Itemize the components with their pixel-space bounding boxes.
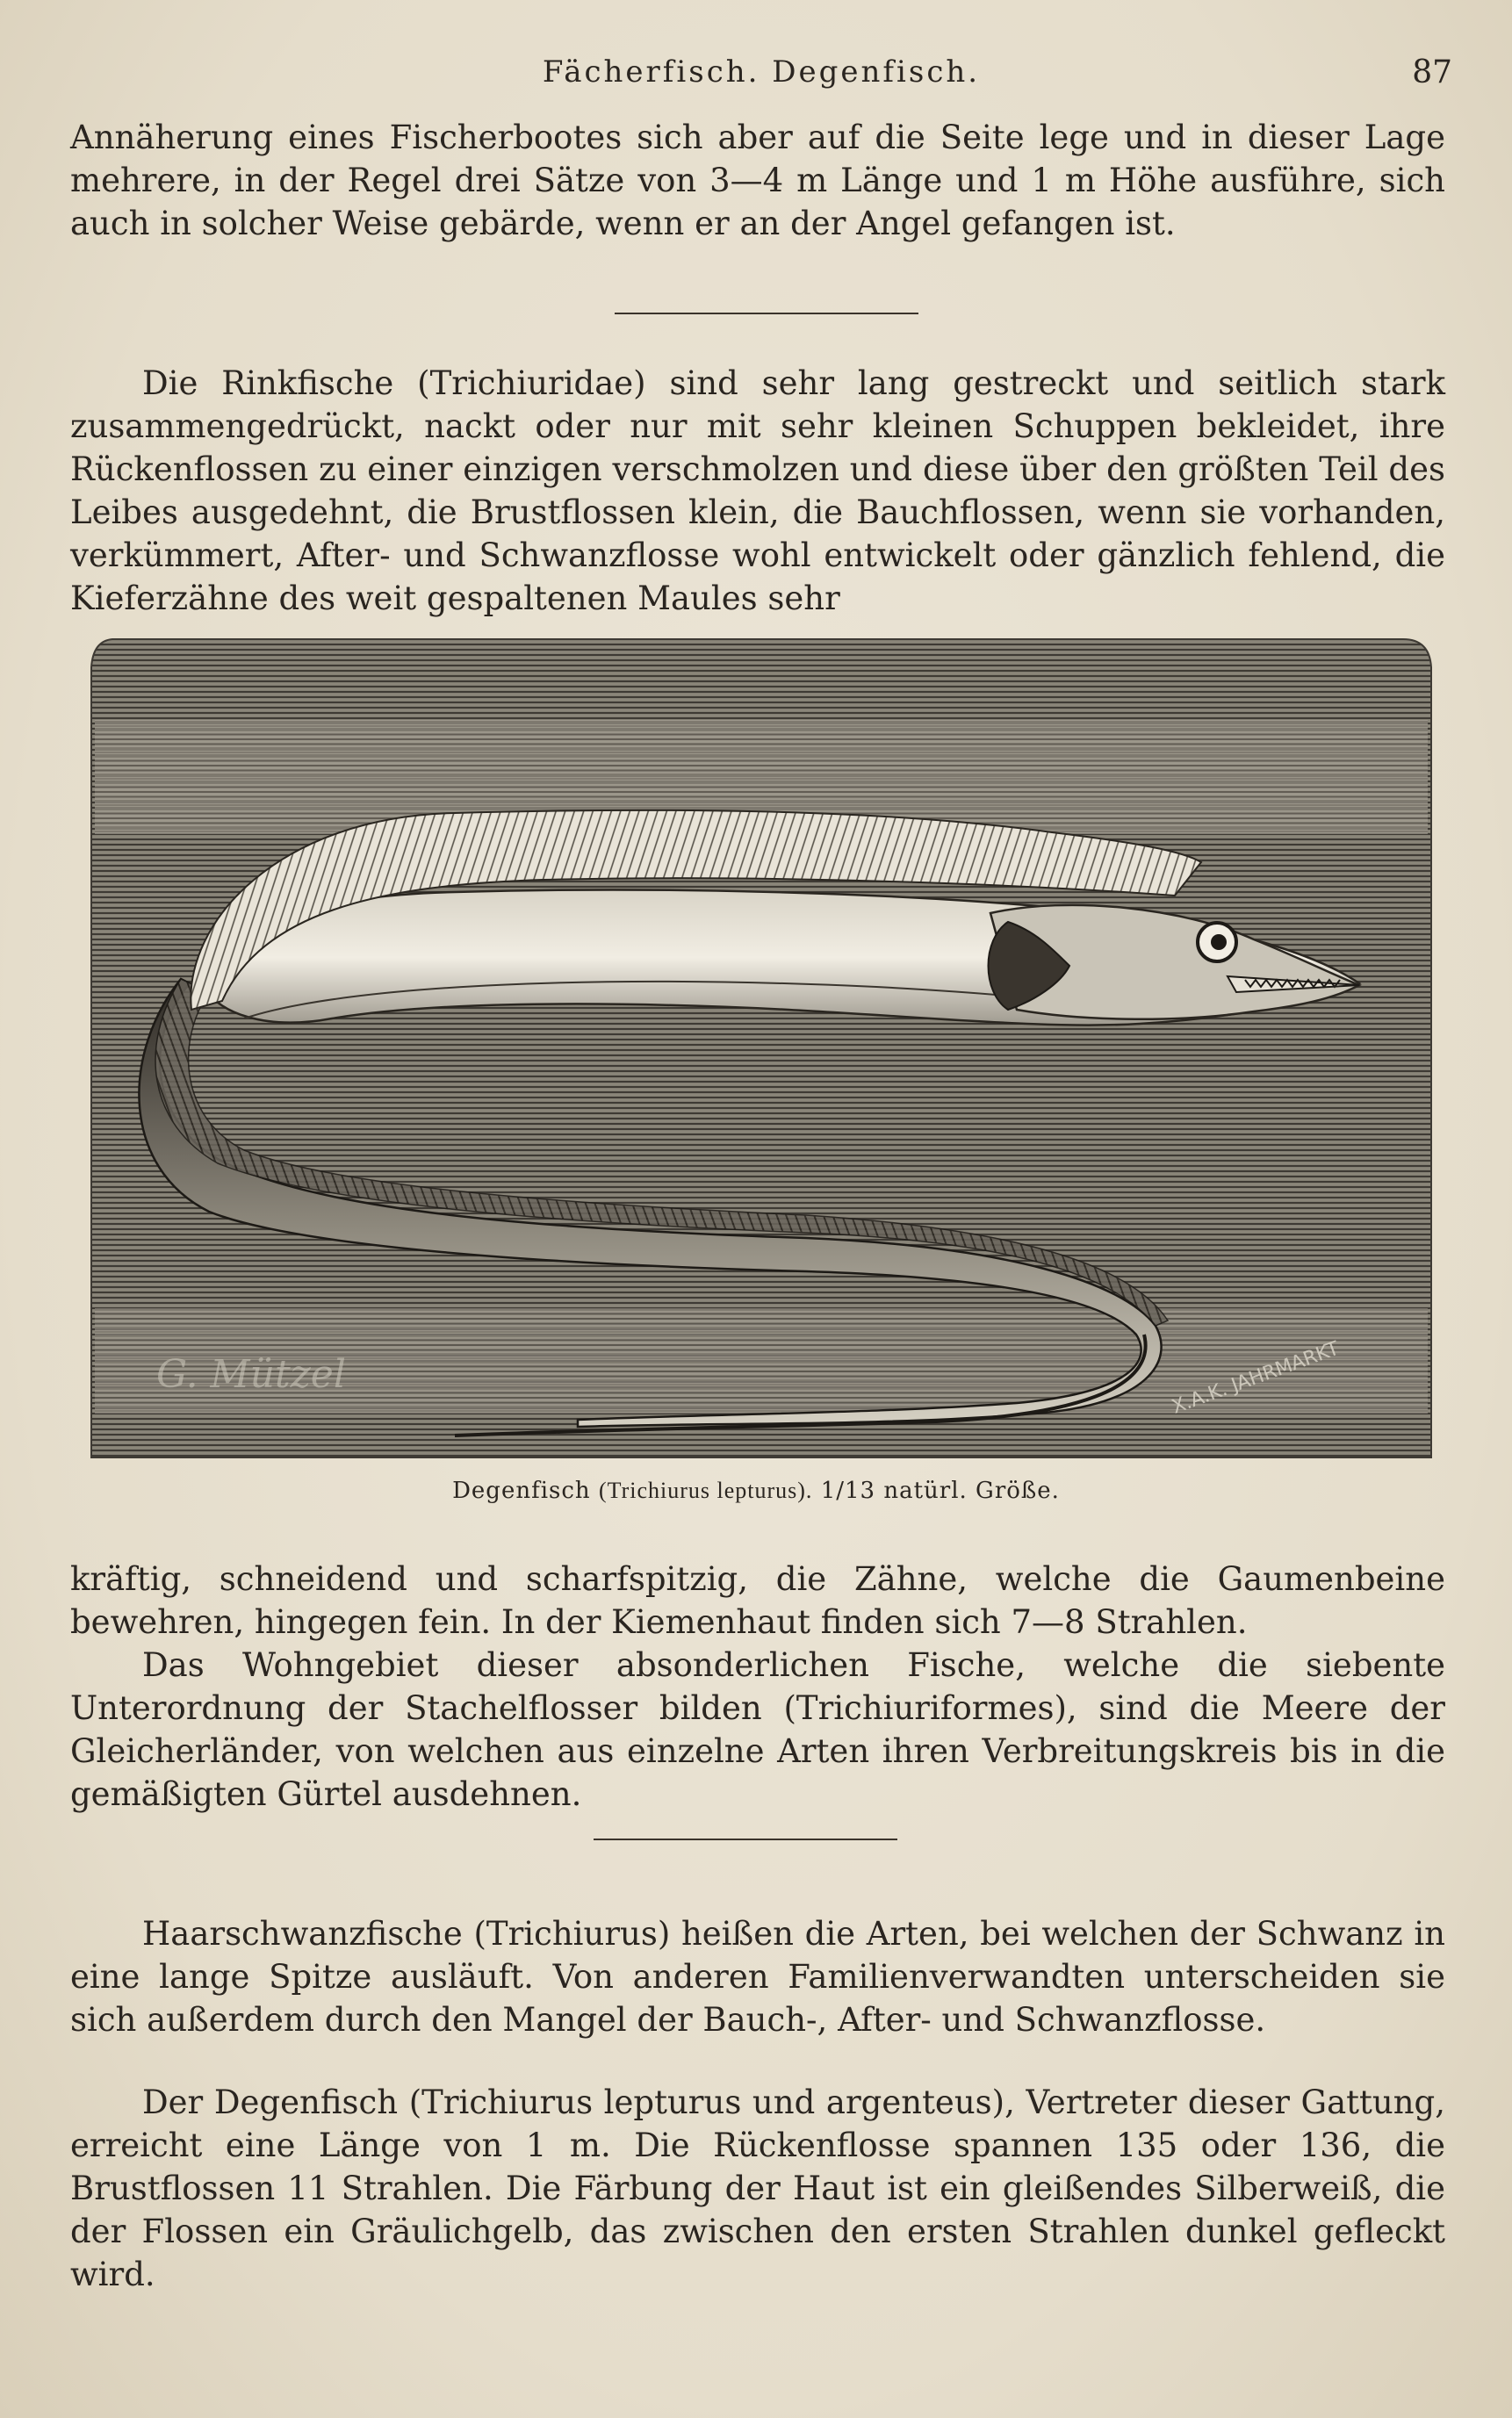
paragraph-habitat: Das Wohngebiet dieser absonderlichen Fische, welche die siebente Unterordnung der Stachelflosser bilden (Trichiuriformes), sind die Meere der Gleicherländer, von welchen aus einzelne Arten ihren Verbreitungskreis bis in die gemäßigten Gürtel ausdehnen.: [70, 1646, 1445, 1813]
page-header: [70, 49, 1452, 102]
paragraph-degenfisch: Der Degenfisch (Trichiurus lepturus und argenteus), Vertreter dieser Gattung, erreicht eine Länge von 1 m. Die Rückenflosse spannen 135 oder 136, die Brustflossen 11 Strahlen. Die Färbung der Haut ist ein gleißendes Silberweiß, die der Flossen ein Gräulichgelb, das zwischen den ersten Strahlen dunkel gefleckt wird.: [70, 2083, 1445, 2293]
paragraph-continuation: Annäherung eines Fischerbootes sich aber auf die Seite lege und in dieser Lage mehrere, in der Regel drei Sätze von 3—4 m Länge und 1 m Höhe ausführe, sich auch in solcher Weise gebärde, wenn er an der Angel gefangen ist.: [70, 119, 1445, 242]
caption-name: Degenfisch: [452, 1478, 591, 1504]
paragraph-continuation-teeth: kräftig, schneidend und scharfspitzig, die Zähne, welche die Gaumenbeine bewehren, hingegen fein. In der Kiemenhaut finden sich 7—8 Strahlen.: [70, 1560, 1445, 1641]
caption-latin: (Trichiurus lepturus).: [598, 1478, 813, 1503]
paragraph-trichiurus: Haarschwanzfische (Trichiurus) heißen die Arten, bei welchen der Schwanz in eine lange Spitze ausläuft. Von anderen Familienverwandten unterscheiden sie sich außerdem durch den Mangel der Bauch-, After- und Schwanzflosse.: [70, 1915, 1445, 2039]
artist-signature: G. Mützel: [156, 1352, 346, 1397]
engraving-illustration: [86, 632, 1435, 1462]
section-divider: [594, 1839, 897, 1840]
page-number: 87: [1412, 54, 1452, 90]
engraver-signature: X.A.K. JAHRMARKT: [1169, 1337, 1343, 1419]
figure-caption: [0, 1478, 1512, 1504]
caption-scale: 1/13 natürl. Größe.: [820, 1478, 1060, 1504]
fish-pupil: [1211, 934, 1227, 950]
running-head: Fächerfisch. Degenfisch.: [542, 54, 981, 90]
paragraph-trichiuridae: Die Rinkfische (Trichiuridae) sind sehr lang gestreckt und seitlich stark zusammengedrückt, nackt oder nur mit sehr kleinen Schuppen bekleidet, ihre Rückenflossen zu einer einzigen verschmolzen und diese über den größten Teil des Leibes ausgedehnt, die Brustflossen klein, die Bauchflossen, wenn sie vorhanden, verkümmert, After- und Schwanzflosse wohl entwickelt oder gänzlich fehlend, die Kieferzähne des weit gespaltenen Maules sehr: [70, 364, 1445, 617]
fish-engraving: [86, 632, 1435, 1462]
section-divider: [615, 313, 918, 314]
